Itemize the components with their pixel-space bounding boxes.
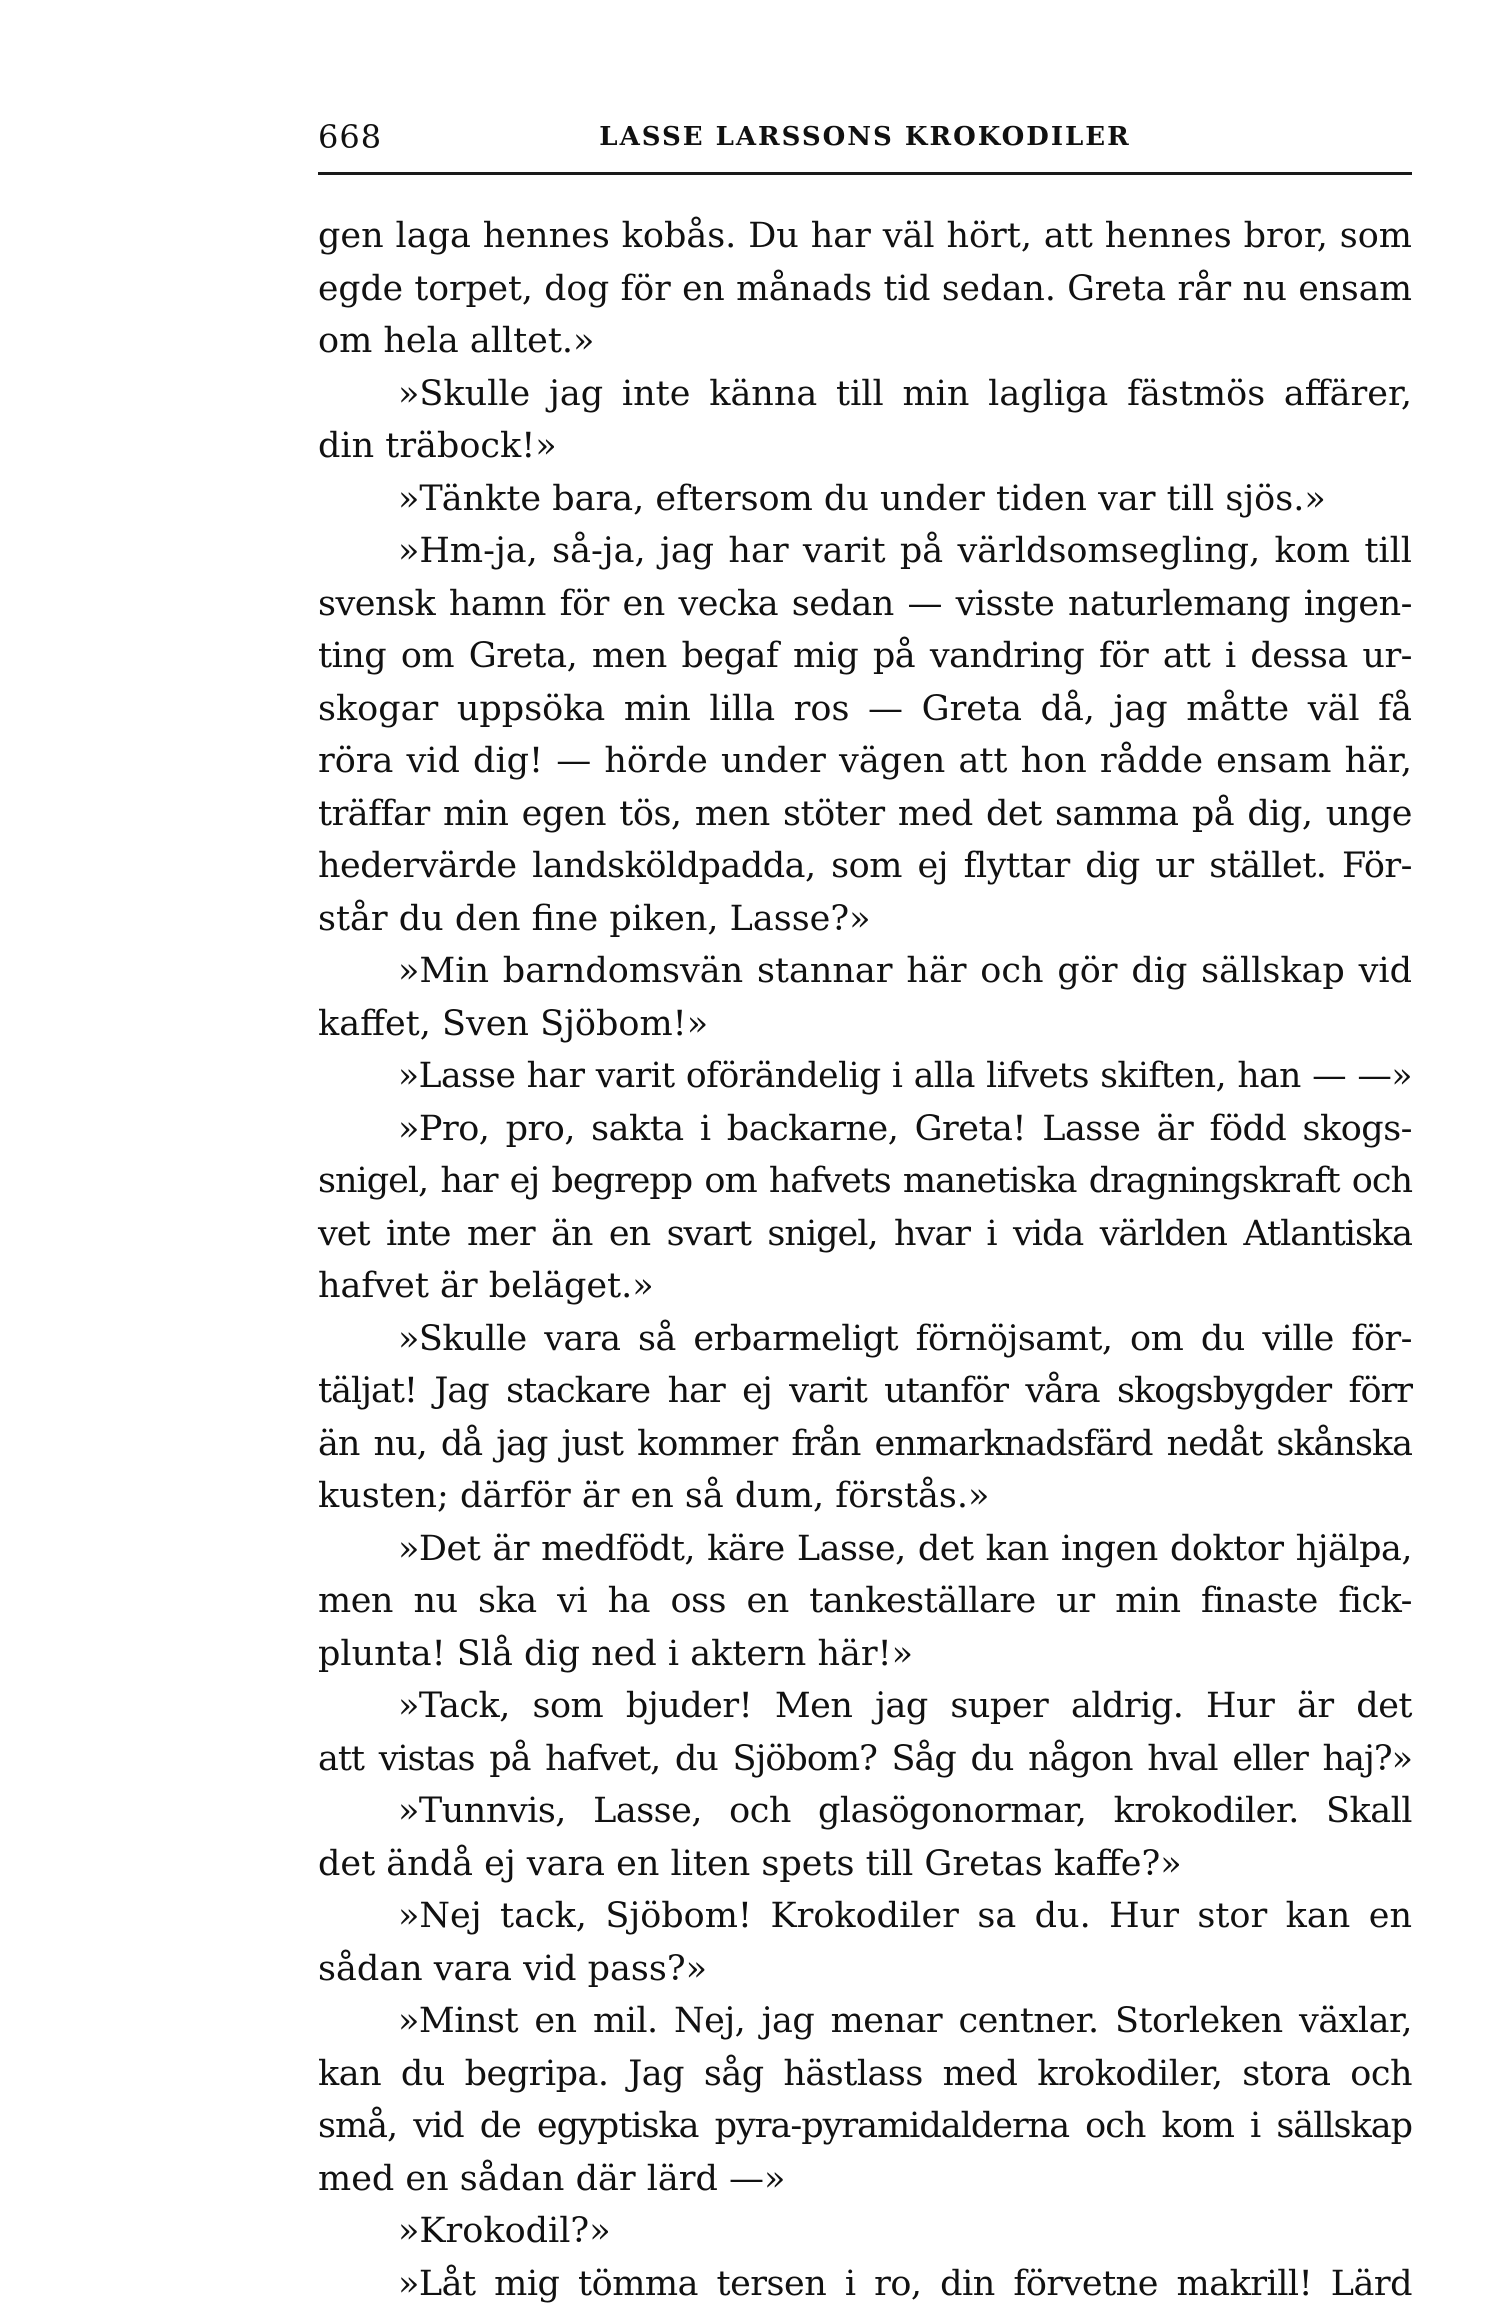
text-line: skogar uppsöka min lilla ros — Greta då, jag måtte väl få (318, 683, 1412, 736)
text-line: »Skulle jag inte känna till min lagliga fästmös affärer, (318, 368, 1412, 421)
page-number: 668 (318, 118, 382, 156)
text-line: svensk hamn för en vecka sedan — visste naturlemang ingen- (318, 578, 1412, 631)
text-line: din träbock!» (318, 420, 1412, 473)
header-rule (318, 172, 1412, 175)
text-line: om hela alltet.» (318, 315, 1412, 368)
text-line: står du den fine piken, Lasse?» (318, 893, 1412, 946)
page-header (318, 118, 1412, 174)
text-line: »Nej tack, Sjöbom! Krokodiler sa du. Hur stor kan en (318, 1890, 1412, 1943)
text-line: kaffet, Sven Sjöbom!» (318, 998, 1412, 1051)
text-line: träffar min egen tös, men stöter med det samma på dig, unge (318, 788, 1412, 841)
text-line: täljat! Jag stackare har ej varit utanför våra skogsbygder förr (318, 1365, 1412, 1418)
body-text (318, 210, 1412, 2310)
text-line: det ändå ej vara en liten spets till Gretas kaffe?» (318, 1838, 1412, 1891)
text-line: »Hm-ja, så-ja, jag har varit på världsomsegling, kom till (318, 525, 1412, 578)
text-line: kusten; därför är en så dum, förstås.» (318, 1470, 1412, 1523)
text-line: snigel, har ej begrepp om hafvets manetiska dragningskraft och (318, 1155, 1412, 1208)
text-line: att vistas på hafvet, du Sjöbom? Såg du någon hval eller haj?» (318, 1733, 1412, 1786)
text-line: kan du begripa. Jag såg hästlass med krokodiler, stora och (318, 2048, 1412, 2101)
text-line: små, vid de egyptiska pyra-pyramidalderna och kom i sällskap (318, 2100, 1412, 2153)
text-line: »Tunnvis, Lasse, och glasögonormar, krokodiler. Skall (318, 1785, 1412, 1838)
text-line: gen laga hennes kobås. Du har väl hört, att hennes bror, som (318, 210, 1412, 263)
text-line: egde torpet, dog för en månads tid sedan. Greta rår nu ensam (318, 263, 1412, 316)
running-title: LASSE LARSSONS KROKODILER (318, 122, 1412, 152)
text-line: med en sådan där lärd —» (318, 2153, 1412, 2206)
text-line: »Minst en mil. Nej, jag menar centner. Storleken växlar, (318, 1995, 1412, 2048)
text-line: »Tänkte bara, eftersom du under tiden var till sjös.» (318, 473, 1412, 526)
text-line: hafvet är beläget.» (318, 1260, 1412, 1313)
text-line: sådan vara vid pass?» (318, 1943, 1412, 1996)
text-line: plunta! Slå dig ned i aktern här!» (318, 1628, 1412, 1681)
text-line: hedervärde landsköldpadda, som ej flyttar dig ur stället. För- (318, 840, 1412, 893)
text-line: »Tack, som bjuder! Men jag super aldrig. Hur är det (318, 1680, 1412, 1733)
text-line: »Krokodil?» (318, 2205, 1412, 2258)
text-line: röra vid dig! — hörde under vägen att hon rådde ensam här, (318, 735, 1412, 788)
text-line: »Skulle vara så erbarmeligt förnöjsamt, om du ville för- (318, 1313, 1412, 1366)
text-line: »Det är medfödt, käre Lasse, det kan ingen doktor hjälpa, (318, 1523, 1412, 1576)
text-line: »Låt mig tömma tersen i ro, din förvetne makrill! Lärd (318, 2258, 1412, 2310)
text-line: vet inte mer än en svart snigel, hvar i vida världen Atlantiska (318, 1208, 1412, 1261)
text-line: »Pro, pro, sakta i backarne, Greta! Lasse är född skogs- (318, 1103, 1412, 1156)
text-line: än nu, då jag just kommer från enmarknadsfärd nedåt skånska (318, 1418, 1412, 1471)
text-line: »Min barndomsvän stannar här och gör dig sällskap vid (318, 945, 1412, 998)
text-line: men nu ska vi ha oss en tankeställare ur min finaste fick- (318, 1575, 1412, 1628)
text-line: »Lasse har varit oförändelig i alla lifvets skiften, han — —» (318, 1050, 1412, 1103)
text-line: ting om Greta, men begaf mig på vandring för att i dessa ur- (318, 630, 1412, 683)
